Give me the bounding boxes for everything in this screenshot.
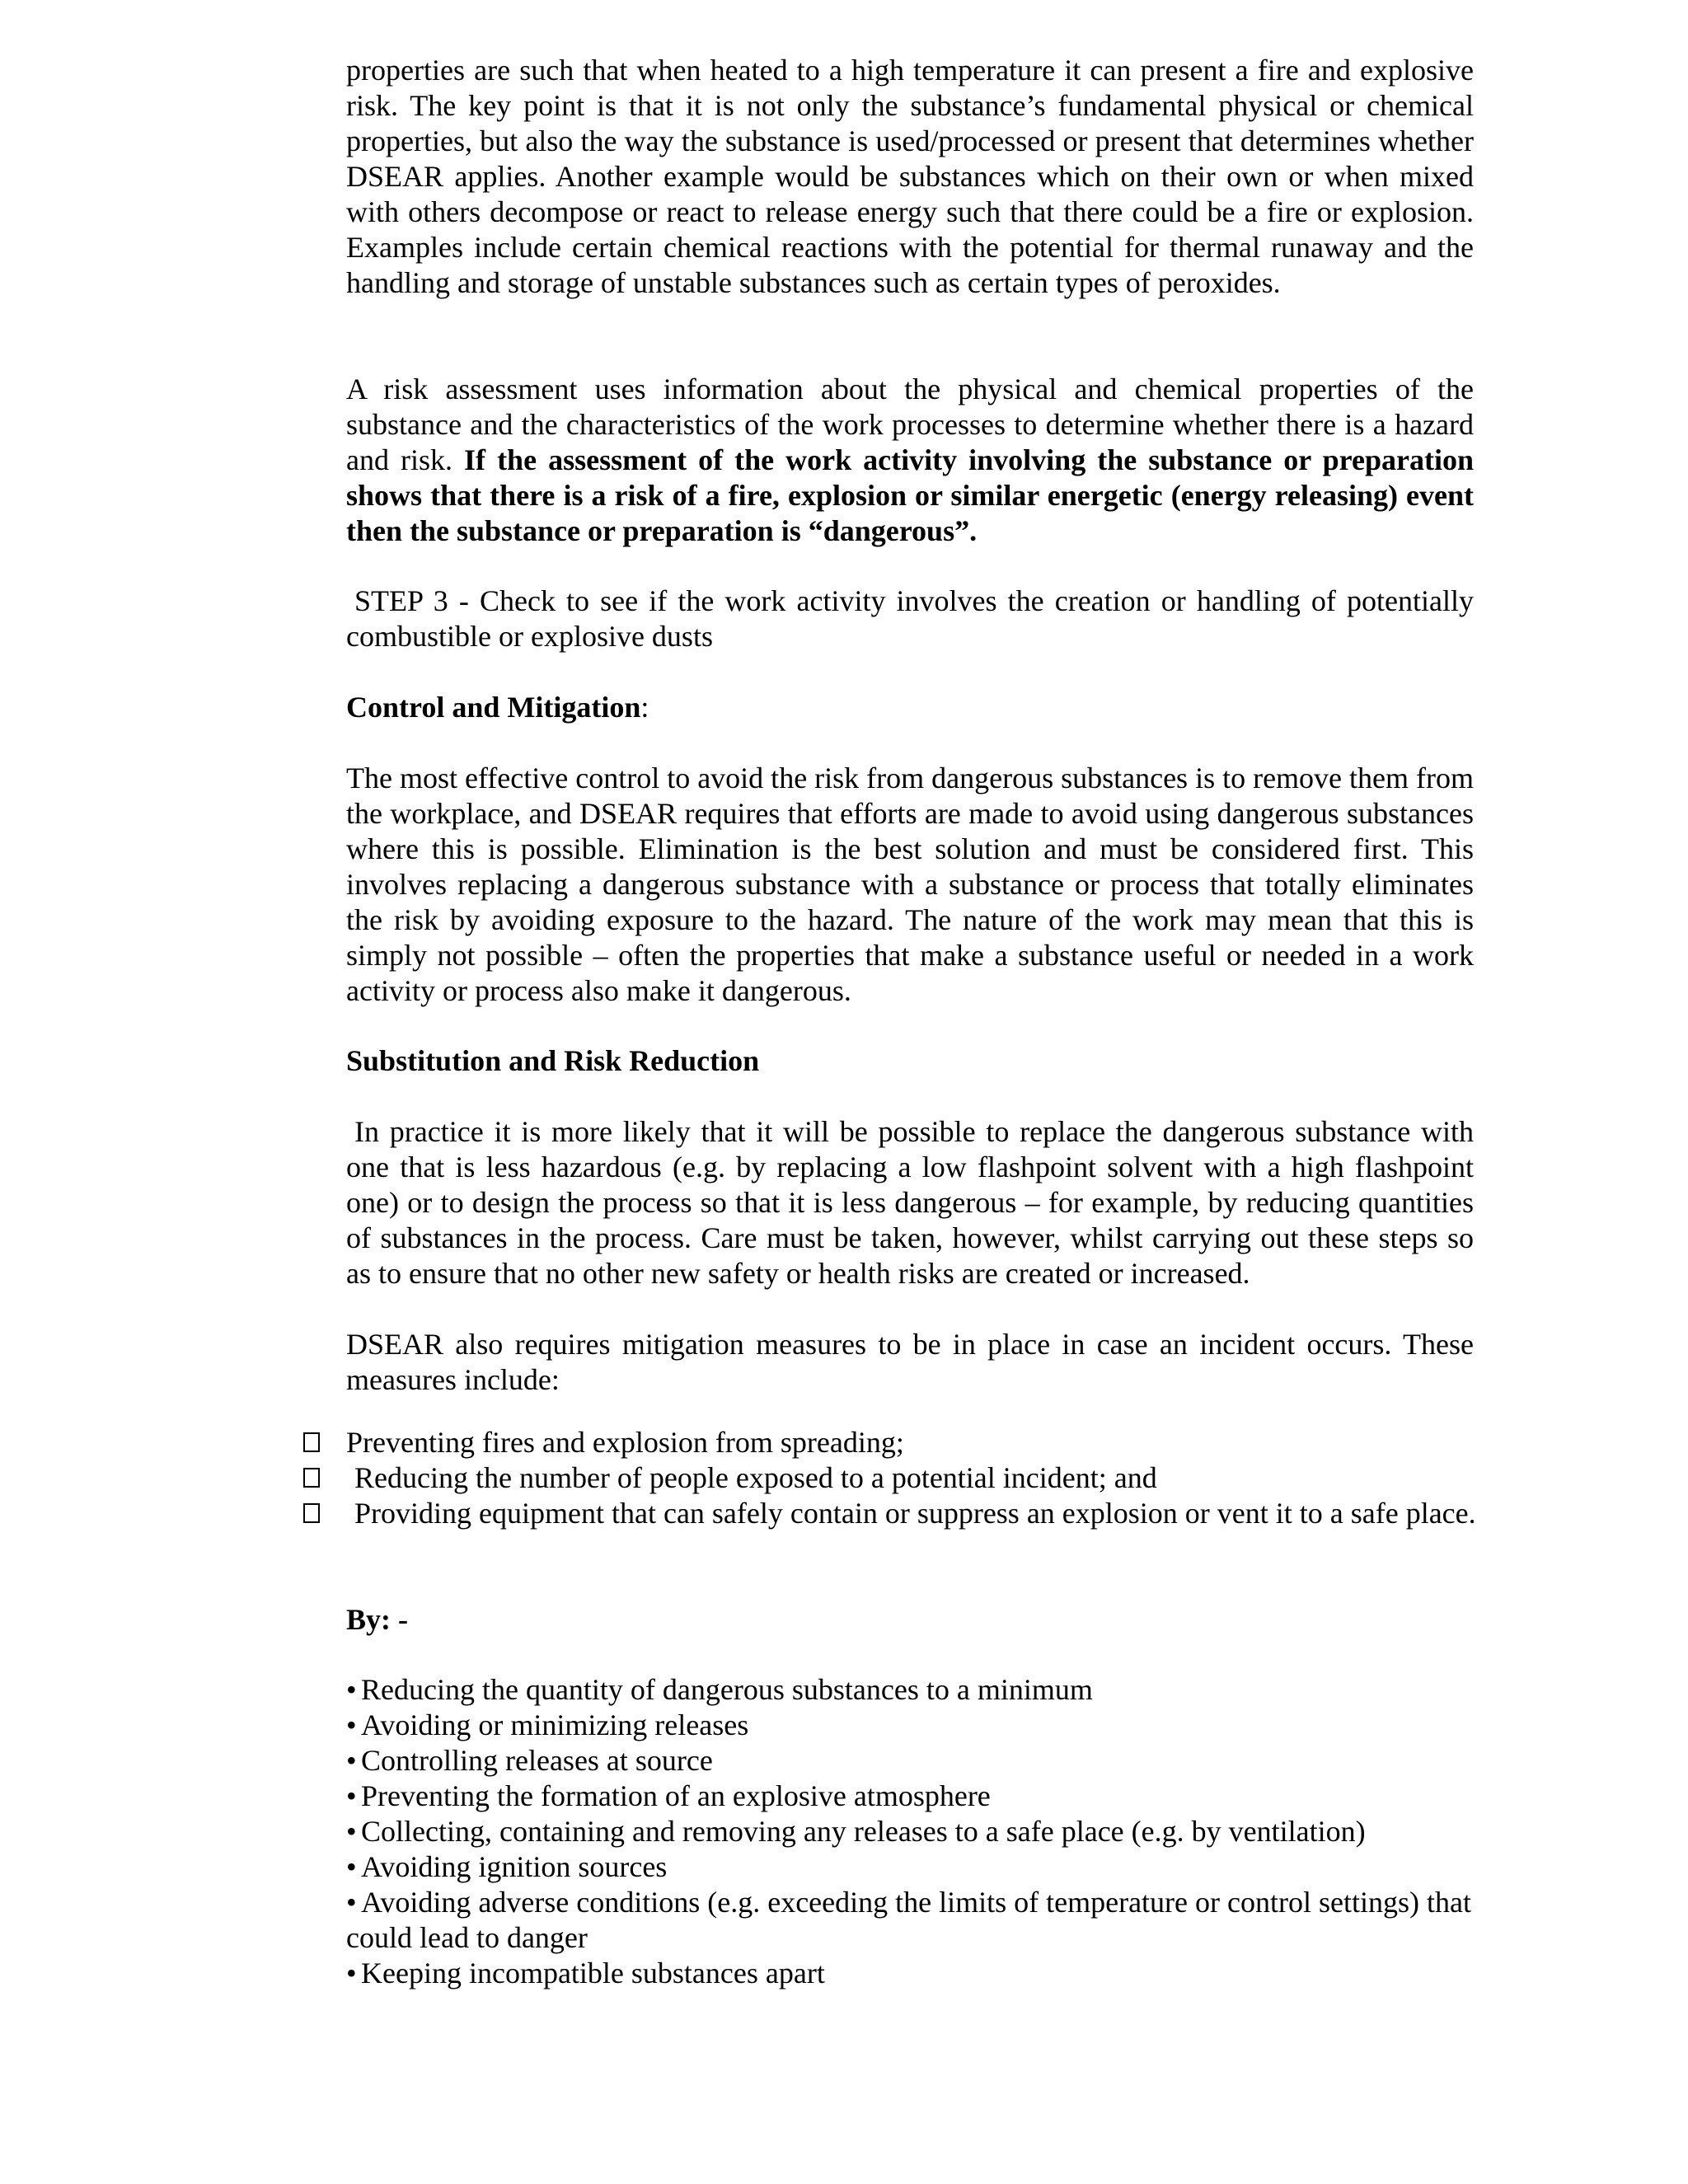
checklist-item [303, 1425, 1490, 1460]
bullet-icon: • [346, 1850, 357, 1883]
list-item-text: Reducing the quantity of dangerous substances to a minimum [361, 1673, 1093, 1706]
bullet-icon: • [346, 1673, 357, 1706]
list-item-text: Preventing the formation of an explosive atmosphere [361, 1779, 991, 1812]
paragraph-control: The most effective control to avoid the risk from dangerous substances is to remove them from the workplace, and DSEAR requires that efforts are made to avoid using dangerous substances where this is possible. Elimination is the best solution and must be considered first. This involves replacing a dangerous substance with a substance or process that totally eliminates the risk by avoiding exposure to the hazard. The nature of the work may mean that this is simply not possible – often the properties that make a substance useful or needed in a work activity or process also make it dangerous. [346, 762, 1474, 1007]
control-mitigation-heading [346, 690, 1474, 725]
list-item-text: Controlling releases at source [361, 1744, 713, 1777]
bullet-icon: • [346, 1779, 357, 1812]
by-heading: By: - [346, 1603, 408, 1636]
checklist-item [303, 1460, 1490, 1496]
bullet-icon: • [346, 1957, 357, 1990]
step-3-text: STEP 3 - Check to see if the work activity involves the creation or handling of potentially combustible or explosive dusts [346, 584, 1474, 653]
risk-assessment-text: A risk assessment uses information about the physical and chemical properties of the substance and the characteristics of the work processes to determine whether there is a hazard and risk. [346, 373, 1474, 476]
paragraph-risk-assessment [346, 372, 1474, 549]
list-item-text: Avoiding ignition sources [361, 1850, 668, 1883]
list-item [346, 1743, 1500, 1779]
bullet-icon: • [346, 1815, 357, 1848]
mitigation-checklist [303, 1425, 1490, 1531]
list-item [346, 1885, 1500, 1956]
control-heading-label: Control and Mitigation [346, 691, 641, 724]
bullet-icon: • [346, 1886, 357, 1919]
checklist-item [303, 1496, 1490, 1531]
bullet-icon: • [346, 1744, 357, 1777]
list-item [346, 1779, 1500, 1814]
dangerous-definition-text: If the assessment of the work activity involving the substance or preparation shows that there is a risk of a fire, explosion or similar energetic (energy releasing) event then the substance or preparation is “dangerous”. [346, 443, 1474, 547]
list-item-text: Avoiding or minimizing releases [361, 1708, 749, 1741]
checkbox-icon [303, 1468, 320, 1488]
bullet-icon: • [346, 1708, 357, 1741]
list-item-text: Keeping incompatible substances apart [361, 1957, 825, 1990]
list-item [346, 1814, 1500, 1849]
list-item [346, 1849, 1500, 1885]
checkbox-icon [303, 1432, 320, 1452]
substitution-heading: Substitution and Risk Reduction [346, 1044, 760, 1077]
checkbox-icon [303, 1503, 320, 1523]
list-item [346, 1672, 1500, 1708]
checklist-item-text: Providing equipment that can safely contain or suppress an explosion or vent it to a safe place. [354, 1497, 1476, 1530]
paragraph-mitigation: DSEAR also requires mitigation measures to be in place in case an incident occurs. These measures include: [346, 1328, 1474, 1396]
checklist-item-text: Reducing the number of people exposed to a potential incident; and [354, 1461, 1157, 1494]
list-item [346, 1708, 1500, 1743]
list-item-text: Avoiding adverse conditions (e.g. exceeding the limits of temperature or control settings) that could lead to danger [346, 1886, 1471, 1954]
paragraph-substitution: In practice it is more likely that it will be possible to replace the dangerous substance with one that is less hazardous (e.g. by replacing a low flashpoint solvent with a high flashpoint one) or to design the process so that it is less dangerous – for example, by reducing quantities of substances in the process. Care must be taken, however, whilst carrying out these steps so as to ensure that no other new safety or health risks are created or increased. [346, 1115, 1474, 1290]
checklist-item-text: Preventing fires and explosion from spreading; [346, 1426, 904, 1459]
control-heading-colon: : [640, 691, 649, 724]
measures-bullet-list [346, 1672, 1500, 1991]
list-item-text: Collecting, containing and removing any releases to a safe place (e.g. by ventilation) [361, 1815, 1366, 1848]
list-item [346, 1956, 1500, 1991]
paragraph-properties: properties are such that when heated to a high temperature it can present a fire and explosive risk. The key point is that it is not only the substance’s fundamental physical or chemical properties, but also the way the substance is used/processed or present that determines whether DSEAR applies. Another example would be substances which on their own or when mixed with others decompose or react to release energy such that there could be a fire or explosion. Examples include certain chemical reactions with the potential for thermal runaway and the handling and storage of unstable substances such as certain types of peroxides. [346, 54, 1474, 299]
